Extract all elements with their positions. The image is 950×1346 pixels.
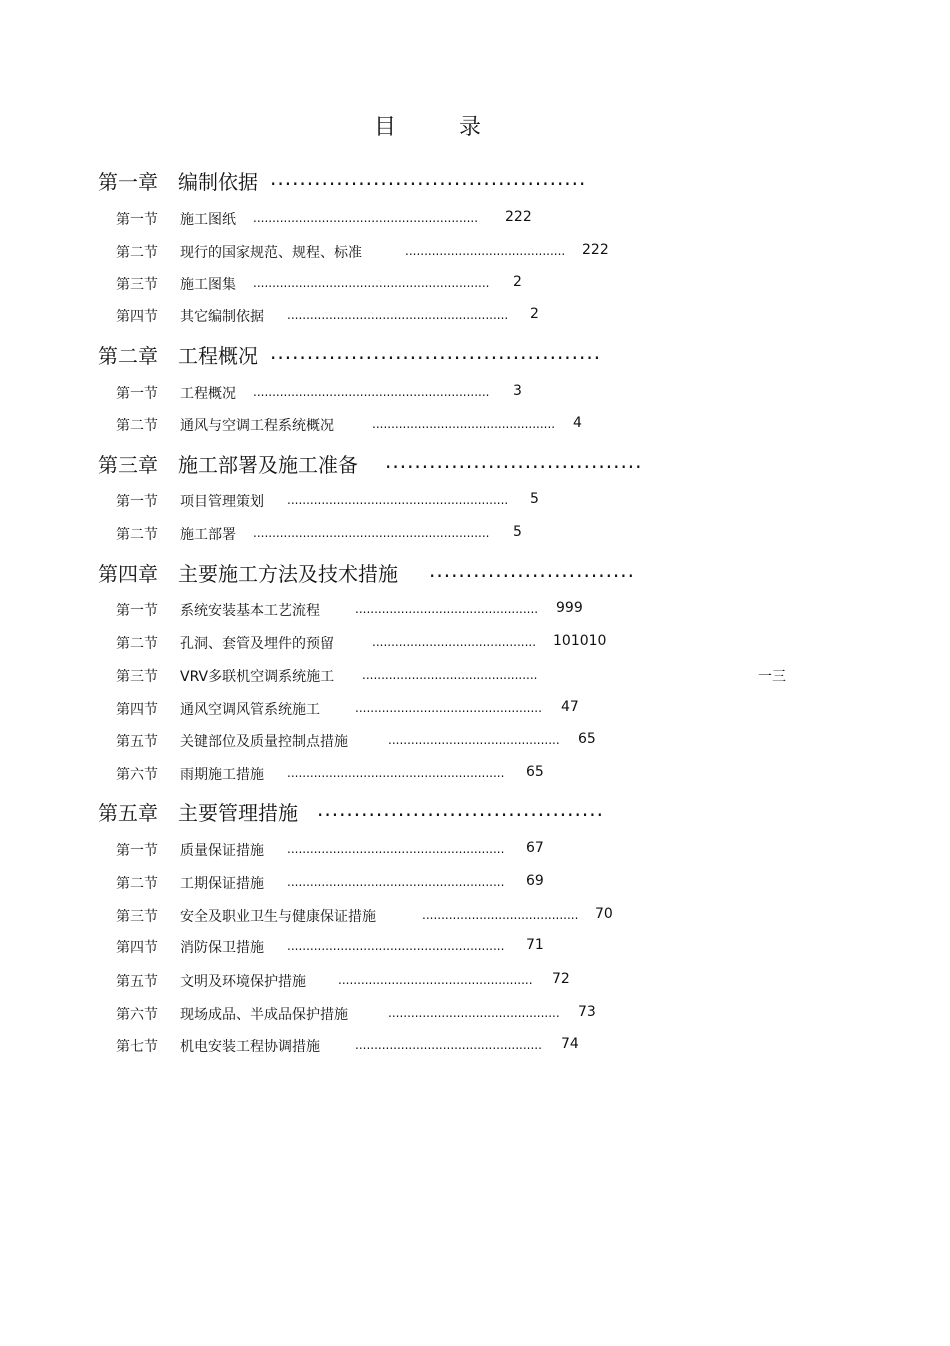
section-title: 系统安装基本工艺流程 (180, 603, 320, 619)
chapter-number: 第一章 (98, 170, 158, 194)
page-number: 4 (573, 415, 582, 431)
section-number: 第六节 (116, 767, 158, 783)
section-number: 第一节 (116, 386, 158, 402)
section-number: 第一节 (116, 494, 158, 510)
dot-leader: ................................................... (338, 973, 533, 987)
dot-leader: ....................................... (317, 797, 604, 821)
dot-leader: ........................................... (270, 166, 587, 190)
page-number: 72 (552, 971, 570, 987)
section-number: 第三节 (116, 669, 158, 685)
chapter-title: 主要施工方法及技术措施 (178, 562, 398, 586)
section-title: 通风空调风管系统施工 (180, 702, 320, 718)
dot-leader: .............................................................. (253, 276, 490, 290)
page-number: 74 (561, 1036, 579, 1052)
section-number: 第一节 (116, 843, 158, 859)
section-title: 现行的国家规范、规程、标准 (180, 245, 362, 261)
dot-leader: ........................................................... (253, 211, 479, 225)
dot-leader: ......................................................... (287, 842, 505, 856)
dot-leader: ............................................. (388, 1006, 560, 1020)
page-number: 5 (513, 524, 522, 540)
dot-leader: ......................................................... (287, 875, 505, 889)
section-number: 第一节 (116, 603, 158, 619)
dot-leader: ............................ (429, 558, 636, 582)
page-number: 65 (526, 764, 544, 780)
section-number: 第一节 (116, 212, 158, 228)
page-number: 65 (578, 731, 596, 747)
section-number: 第四节 (116, 702, 158, 718)
section-number: 第二节 (116, 245, 158, 261)
section-number: 第二节 (116, 636, 158, 652)
chapter-number: 第五章 (98, 801, 158, 825)
dot-leader: .............................................................. (253, 385, 490, 399)
section-number: 第二节 (116, 527, 158, 543)
section-number: 第三节 (116, 277, 158, 293)
section-number: 第五节 (116, 974, 158, 990)
section-number: 第四节 (116, 940, 158, 956)
section-title: 施工图集 (180, 277, 236, 293)
section-number: 第三节 (116, 909, 158, 925)
chapter-number: 第四章 (98, 562, 158, 586)
page-number: 2 (530, 306, 539, 322)
dot-leader: .......................................................... (287, 308, 509, 322)
dot-leader: ................................................ (355, 602, 539, 616)
dot-leader: ........................................... (372, 635, 537, 649)
section-title: 雨期施工措施 (180, 767, 264, 783)
section-title: 工期保证措施 (180, 876, 264, 892)
dot-leader: .............................................................. (253, 526, 490, 540)
dot-leader: ............................................. (388, 733, 560, 747)
section-title: 机电安装工程协调措施 (180, 1039, 320, 1055)
section-title: 工程概况 (180, 386, 236, 402)
section-number: 第四节 (116, 309, 158, 325)
section-number: 第六节 (116, 1007, 158, 1023)
page-number: 69 (526, 873, 544, 889)
section-title: 现场成品、半成品保护措施 (180, 1007, 348, 1023)
dot-leader: ................................... (385, 449, 643, 473)
page-number: 73 (578, 1004, 596, 1020)
dot-leader: ................................................. (355, 701, 542, 715)
dot-leader: .......................................................... (287, 493, 509, 507)
section-title: 文明及环境保护措施 (180, 974, 306, 990)
section-number: 第二节 (116, 418, 158, 434)
section-title: 消防保卫措施 (180, 940, 264, 956)
page-number: 67 (526, 840, 544, 856)
dot-leader: .......................................... (405, 244, 566, 258)
dot-leader: ......................................................... (287, 766, 505, 780)
section-title: 安全及职业卫生与健康保证措施 (180, 909, 376, 925)
section-title: VRV多联机空调系统施工 (180, 669, 335, 685)
page-number: 71 (526, 937, 544, 953)
section-number: 第七节 (116, 1039, 158, 1055)
page-number: 47 (561, 699, 579, 715)
dot-leader: ............................................. (270, 340, 602, 364)
section-title: 通风与空调工程系统概况 (180, 418, 334, 434)
section-number: 第五节 (116, 734, 158, 750)
page-number: 一三 (758, 669, 786, 685)
dot-leader: ......................................... (422, 908, 579, 922)
page-number: 999 (556, 600, 583, 616)
chapter-number: 第二章 (98, 344, 158, 368)
section-title: 质量保证措施 (180, 843, 264, 859)
page-number: 3 (513, 383, 522, 399)
chapter-title: 施工部署及施工准备 (178, 453, 358, 477)
page-number: 101010 (553, 633, 607, 649)
chapter-title: 主要管理措施 (178, 801, 298, 825)
dot-leader: .............................................. (362, 668, 538, 682)
section-title: 孔洞、套管及埋件的预留 (180, 636, 334, 652)
page-number: 2 (513, 274, 522, 290)
section-title: 施工图纸 (180, 212, 236, 228)
page-number: 5 (530, 491, 539, 507)
section-title: 施工部署 (180, 527, 236, 543)
dot-leader: ................................................. (355, 1038, 542, 1052)
section-title: 其它编制依据 (180, 309, 264, 325)
dot-leader: ......................................................... (287, 939, 505, 953)
page-number: 222 (505, 209, 532, 225)
page-number: 70 (595, 906, 613, 922)
section-title: 关键部位及质量控制点措施 (180, 734, 348, 750)
chapter-title: 工程概况 (178, 344, 258, 368)
chapter-number: 第三章 (98, 453, 158, 477)
dot-leader: ................................................ (372, 417, 556, 431)
section-number: 第二节 (116, 876, 158, 892)
page-number: 222 (582, 242, 609, 258)
toc-title: 目 录 (374, 115, 509, 140)
chapter-title: 编制依据 (178, 170, 258, 194)
section-title: 项目管理策划 (180, 494, 264, 510)
